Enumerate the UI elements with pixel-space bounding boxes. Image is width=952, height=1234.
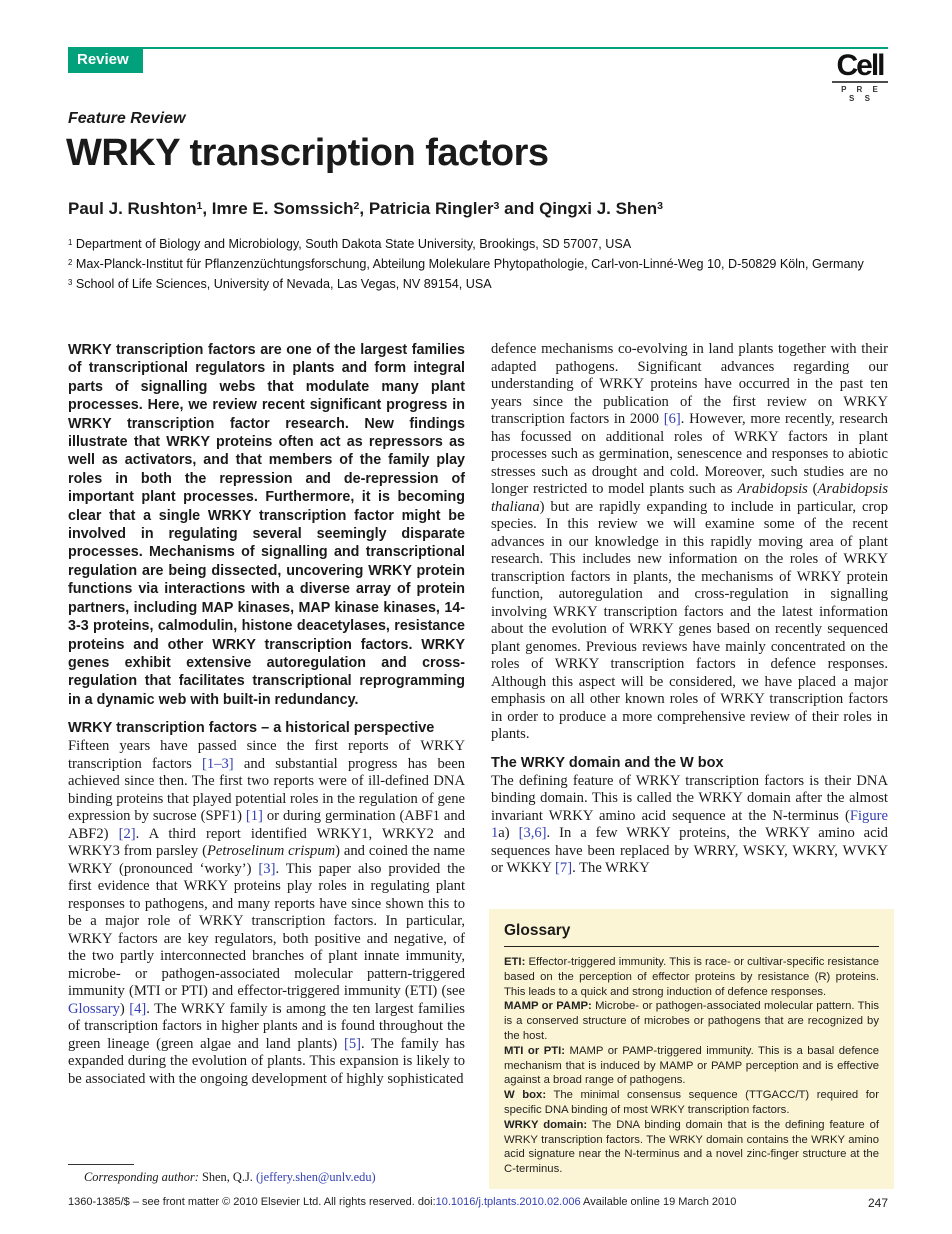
intro-continued-paragraph xyxy=(491,341,888,744)
glossary-entry-eti xyxy=(504,955,879,999)
citation-4[interactable]: [4] xyxy=(129,1000,147,1017)
left-column xyxy=(68,341,465,1189)
text-segment: The minimal consensus sequence (TTGACC/T) required for specific DNA binding of most WRKY transcription factors. xyxy=(504,1089,879,1117)
text-segment: Corresponding author: xyxy=(84,1170,199,1184)
text-segment: and substantial progress has been achieved since then. The first two reports were of ill-defined DNA binding proteins that played potential roles in the regulation of gene expression by sucrose (SPF1) xyxy=(68,755,465,825)
text-segment: . In a few WRKY proteins, the WRKY amino acid sequences have been replaced by WRRY, WSKY, WKRY, WVKY or WKKY xyxy=(491,825,888,876)
section-heading-wrky-domain: The WRKY domain and the W box xyxy=(491,754,724,771)
text-segment: MAMP or PAMP-triggered immunity. This is a basal defence mechanism that is induced by MAMP or PAMP perception and is effective against a broad range of pathogens. xyxy=(504,1044,879,1087)
text-segment: ) but are rapidly expanding to include in particular, crop species. In this review we will examine some of the recent advances in our knowledge in this rapidly moving area of plant research. This includes new information on the roles of WRKY transcription factors in plants, the mechanisms of WRKY protein function, autoregulation and cross-regulation in signalling involving WRKY transcription factors and the latest information about the evolution of WRKY genes based on recently sequenced plant genomes. Previous reviews have mainly concentrated on the roles of WRKY transcription factors in defence responses. Although this aspect will be considered, we have placed a major emphasis on all other known roles of WRKY transcription factors in order to produce a more comprehensive review of their roles in plants. xyxy=(491,498,888,742)
text-segment: 2 xyxy=(353,200,360,213)
right-column xyxy=(491,341,888,1189)
glossary-box xyxy=(489,909,894,1189)
wrky-domain-paragraph xyxy=(491,773,888,878)
text-segment: Arabidopsis xyxy=(737,481,808,497)
email-link[interactable]: (jeffery.shen@unlv.edu) xyxy=(256,1170,376,1184)
two-column-body xyxy=(68,341,888,1189)
citation-3[interactable]: [3] xyxy=(258,860,276,877)
glossary-title: Glossary xyxy=(504,921,571,939)
text-segment: 3 xyxy=(68,277,73,287)
text-segment: Effector-triggered immunity. This is race- or cultivar-specific resistance based on the perception of effector proteins by resistance (R) proteins. This leads to a quick and strong induction of defence responses. xyxy=(504,956,879,998)
text-segment: MTI or PTI: xyxy=(504,1044,566,1057)
citation-2[interactable]: [2] xyxy=(118,825,136,842)
text-segment: ETI: xyxy=(504,956,526,969)
review-badge: Review xyxy=(68,47,143,73)
text-segment: Fifteen years have passed since the first reports of WRKY transcription factors xyxy=(68,738,465,772)
copyright-line xyxy=(68,1196,736,1210)
text-segment: . The family has expanded during the evolution of plants. This expansion is likely to be associated with the ongoing development of highly sophisticated xyxy=(68,1035,465,1087)
footnote-rule xyxy=(68,1164,134,1165)
text-segment: 1 xyxy=(196,200,203,213)
text-segment: . A third report identified WRKY1, WRKY2 and WRKY3 from parsley ( xyxy=(68,825,466,860)
text-segment: 3 xyxy=(493,200,500,213)
text-segment: ) xyxy=(119,1000,130,1017)
affiliations-block xyxy=(68,235,888,295)
affiliation-2 xyxy=(68,255,888,275)
text-segment: 1 xyxy=(68,237,73,247)
citation-1-3[interactable]: [1–3] xyxy=(202,755,234,772)
footnote-text xyxy=(68,1170,465,1185)
text-segment: Arabidopsis thaliana xyxy=(491,481,888,515)
text-segment: a) xyxy=(498,825,519,841)
affiliation-3 xyxy=(68,275,888,295)
abstract-text: WRKY transcription factors are one of the largest families of transcriptional regulators in plants and form integral parts of signalling webs that modulate many plant processes. Here, we review recent significant progress in WRKY transcription factor research. New findings illustrate that WRKY proteins often act as repressors as well as activators, and that members of the family play roles in both the repression and de-repression of important plant processes. Furthermore, it is becoming clear that a single WRKY transcription factor might be involved in regulating several seemingly disparate processes. Mechanisms of signalling and transcriptional regulation are being dissected, uncovering WRKY protein functions via interactions with a diverse array of protein partners, including MAP kinases, MAP kinase kinases, 14-3-3 proteins, calmodulin, histone deacetylases, resistance proteins and other WRKY transcription factors. WRKY genes exhibit extensive autoregulation and cross-regulation that facilitates transcriptional reprogramming in a dynamic web with built-in redundancy. xyxy=(68,342,465,708)
text-segment: . This paper also provided the first evidence that WRKY proteins play roles in regulating plant responses to pathogens, and many reports have since shown this to be a major role of WRKY transcription factors. In particular, WRKY factors are key regulators, both positive and negative, of the two partly interconnected branches of plant innate immunity, microbe- or pathogen-associated molecular pattern-triggered immunity (MTI or PTI) and effector-triggered immunity (ETI) (see xyxy=(68,860,465,1000)
text-segment: Shen, Q.J. xyxy=(198,1170,256,1184)
text-segment: . However, more recently, research has focussed on additional roles of WRKY factors in plant processes such as germination, senescence and responses to abiotic stresses such as drought and cold. Moreover, such studies are no longer restricted to model plants such as xyxy=(491,411,888,497)
text-segment: Department of Biology and Microbiology, South Dakota State University, Brookings, SD 57007, USA xyxy=(72,237,632,251)
text-segment: W box: xyxy=(504,1089,547,1102)
article-kicker: Feature Review xyxy=(68,110,186,127)
citation-5[interactable]: [5] xyxy=(343,1035,362,1052)
citation-1[interactable]: [1] xyxy=(245,808,263,825)
page-footer xyxy=(68,1196,888,1210)
history-paragraph xyxy=(68,738,465,1088)
text-segment: Available online 19 March 2010 xyxy=(580,1196,737,1208)
affiliation-1 xyxy=(68,235,888,255)
glossary-entry-wrky-domain xyxy=(504,1118,879,1177)
text-segment: 3 xyxy=(657,200,664,213)
corresponding-author-footnote xyxy=(68,1164,465,1185)
glossary-entry-w-box xyxy=(504,1088,879,1118)
text-segment: , Patricia Ringler xyxy=(359,199,494,218)
figure-1-link[interactable]: Figure 1 xyxy=(491,807,888,841)
text-segment: 1360-1385/$ – see front matter © 2010 Elsevier Ltd. All rights reserved. doi: xyxy=(68,1196,436,1208)
text-segment: , Imre E. Somssich xyxy=(202,199,354,218)
glossary-entry-mamp-pamp xyxy=(504,999,879,1043)
cell-press-logo xyxy=(832,49,888,103)
text-segment: or during germination (ABF1 and ABF2) xyxy=(68,808,465,842)
text-segment: Petroselinum crispum xyxy=(206,843,336,860)
glossary-rule xyxy=(504,946,879,948)
header-rule xyxy=(68,47,888,49)
section-heading-history: WRKY transcription factors – a historical perspective xyxy=(68,720,435,737)
text-segment: Microbe- or pathogen-associated molecular pattern. This is a conserved structure of microbes or pathogens that are recognized by the host. xyxy=(504,1000,880,1043)
text-segment: ) and coined the name WRKY (pronounced ‘worky’) xyxy=(68,843,466,877)
citation-7[interactable]: [7] xyxy=(555,860,573,876)
text-segment: WRKY domain: xyxy=(504,1118,588,1131)
doi-link[interactable]: 10.1016/j.tplants.2010.02.006 xyxy=(435,1196,581,1208)
article-title: WRKY transcription factors xyxy=(66,132,549,174)
text-segment: . The WRKY xyxy=(572,860,650,876)
text-segment: and Qingxi J. Shen xyxy=(499,199,658,218)
text-segment: Paul J. Rushton xyxy=(68,199,197,218)
glossary-entry-mti-pti xyxy=(504,1044,879,1088)
authors-line xyxy=(68,199,663,219)
text-segment: The defining feature of WRKY transcription factors is their DNA binding domain. This is called the WRKY domain after the almost invariant WRKY amino acid sequence at the N-terminus ( xyxy=(491,772,888,824)
citation-3-6[interactable]: [3,6] xyxy=(518,825,547,841)
cell-logo-press-text: P R E S S xyxy=(841,85,882,103)
page-number: 247 xyxy=(867,1196,888,1210)
text-segment: The DNA binding domain that is the defining feature of WRKY transcription factors. The WRKY domain contains the WRKY amino acid signature near the N-terminus and a novel zinc-finger structure at the C-terminus. xyxy=(504,1118,879,1176)
text-segment: 2 xyxy=(68,257,73,267)
cell-logo-text: Cell xyxy=(832,52,888,83)
glossary-link[interactable]: Glossary xyxy=(68,1000,120,1017)
text-segment: . The WRKY family is among the ten largest families of transcription factors in higher plants and is found throughout the green lineage (green algae and land plants) xyxy=(68,1000,465,1052)
citation-6[interactable]: [6] xyxy=(663,411,681,427)
text-segment: defence mechanisms co-evolving in land plants together with their adapted pathogens. Significant advances regarding our understanding of WRKY proteins have occurred in the past ten years since the publication of the first review on WRKY transcription factors in 2000 xyxy=(491,341,888,427)
text-segment: MAMP or PAMP: xyxy=(504,1000,592,1013)
text-segment: ( xyxy=(807,481,818,497)
text-segment: Max-Planck-Institut für Pflanzenzüchtungsforschung, Abteilung Molekulare Phytopathologie, Carl-von-Linné-Weg 10, D-50829 Köln, Germany xyxy=(72,257,864,271)
text-segment: School of Life Sciences, University of Nevada, Las Vegas, NV 89154, USA xyxy=(72,277,492,291)
